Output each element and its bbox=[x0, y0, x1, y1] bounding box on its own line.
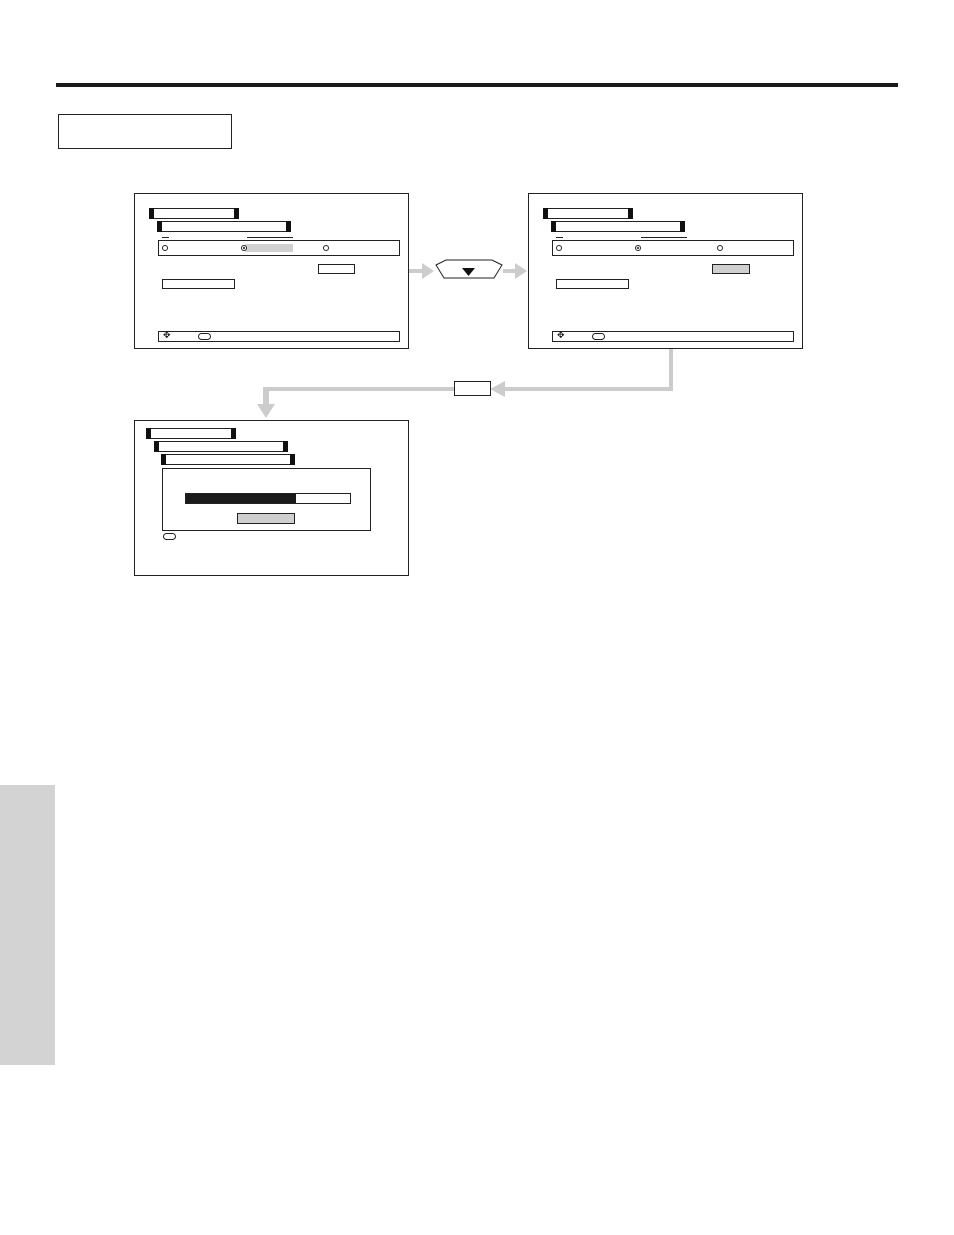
flow-arrow-return bbox=[257, 387, 454, 418]
down-button-icon[interactable] bbox=[436, 260, 502, 278]
flow-arrow-right bbox=[503, 263, 527, 279]
flow-arrow-return bbox=[490, 349, 673, 397]
four-way-arrow-icon: ✥ bbox=[557, 331, 565, 341]
four-way-arrow-icon: ✥ bbox=[163, 331, 171, 341]
flow-arrow-right bbox=[409, 263, 434, 279]
enter-button-box[interactable] bbox=[454, 381, 491, 396]
